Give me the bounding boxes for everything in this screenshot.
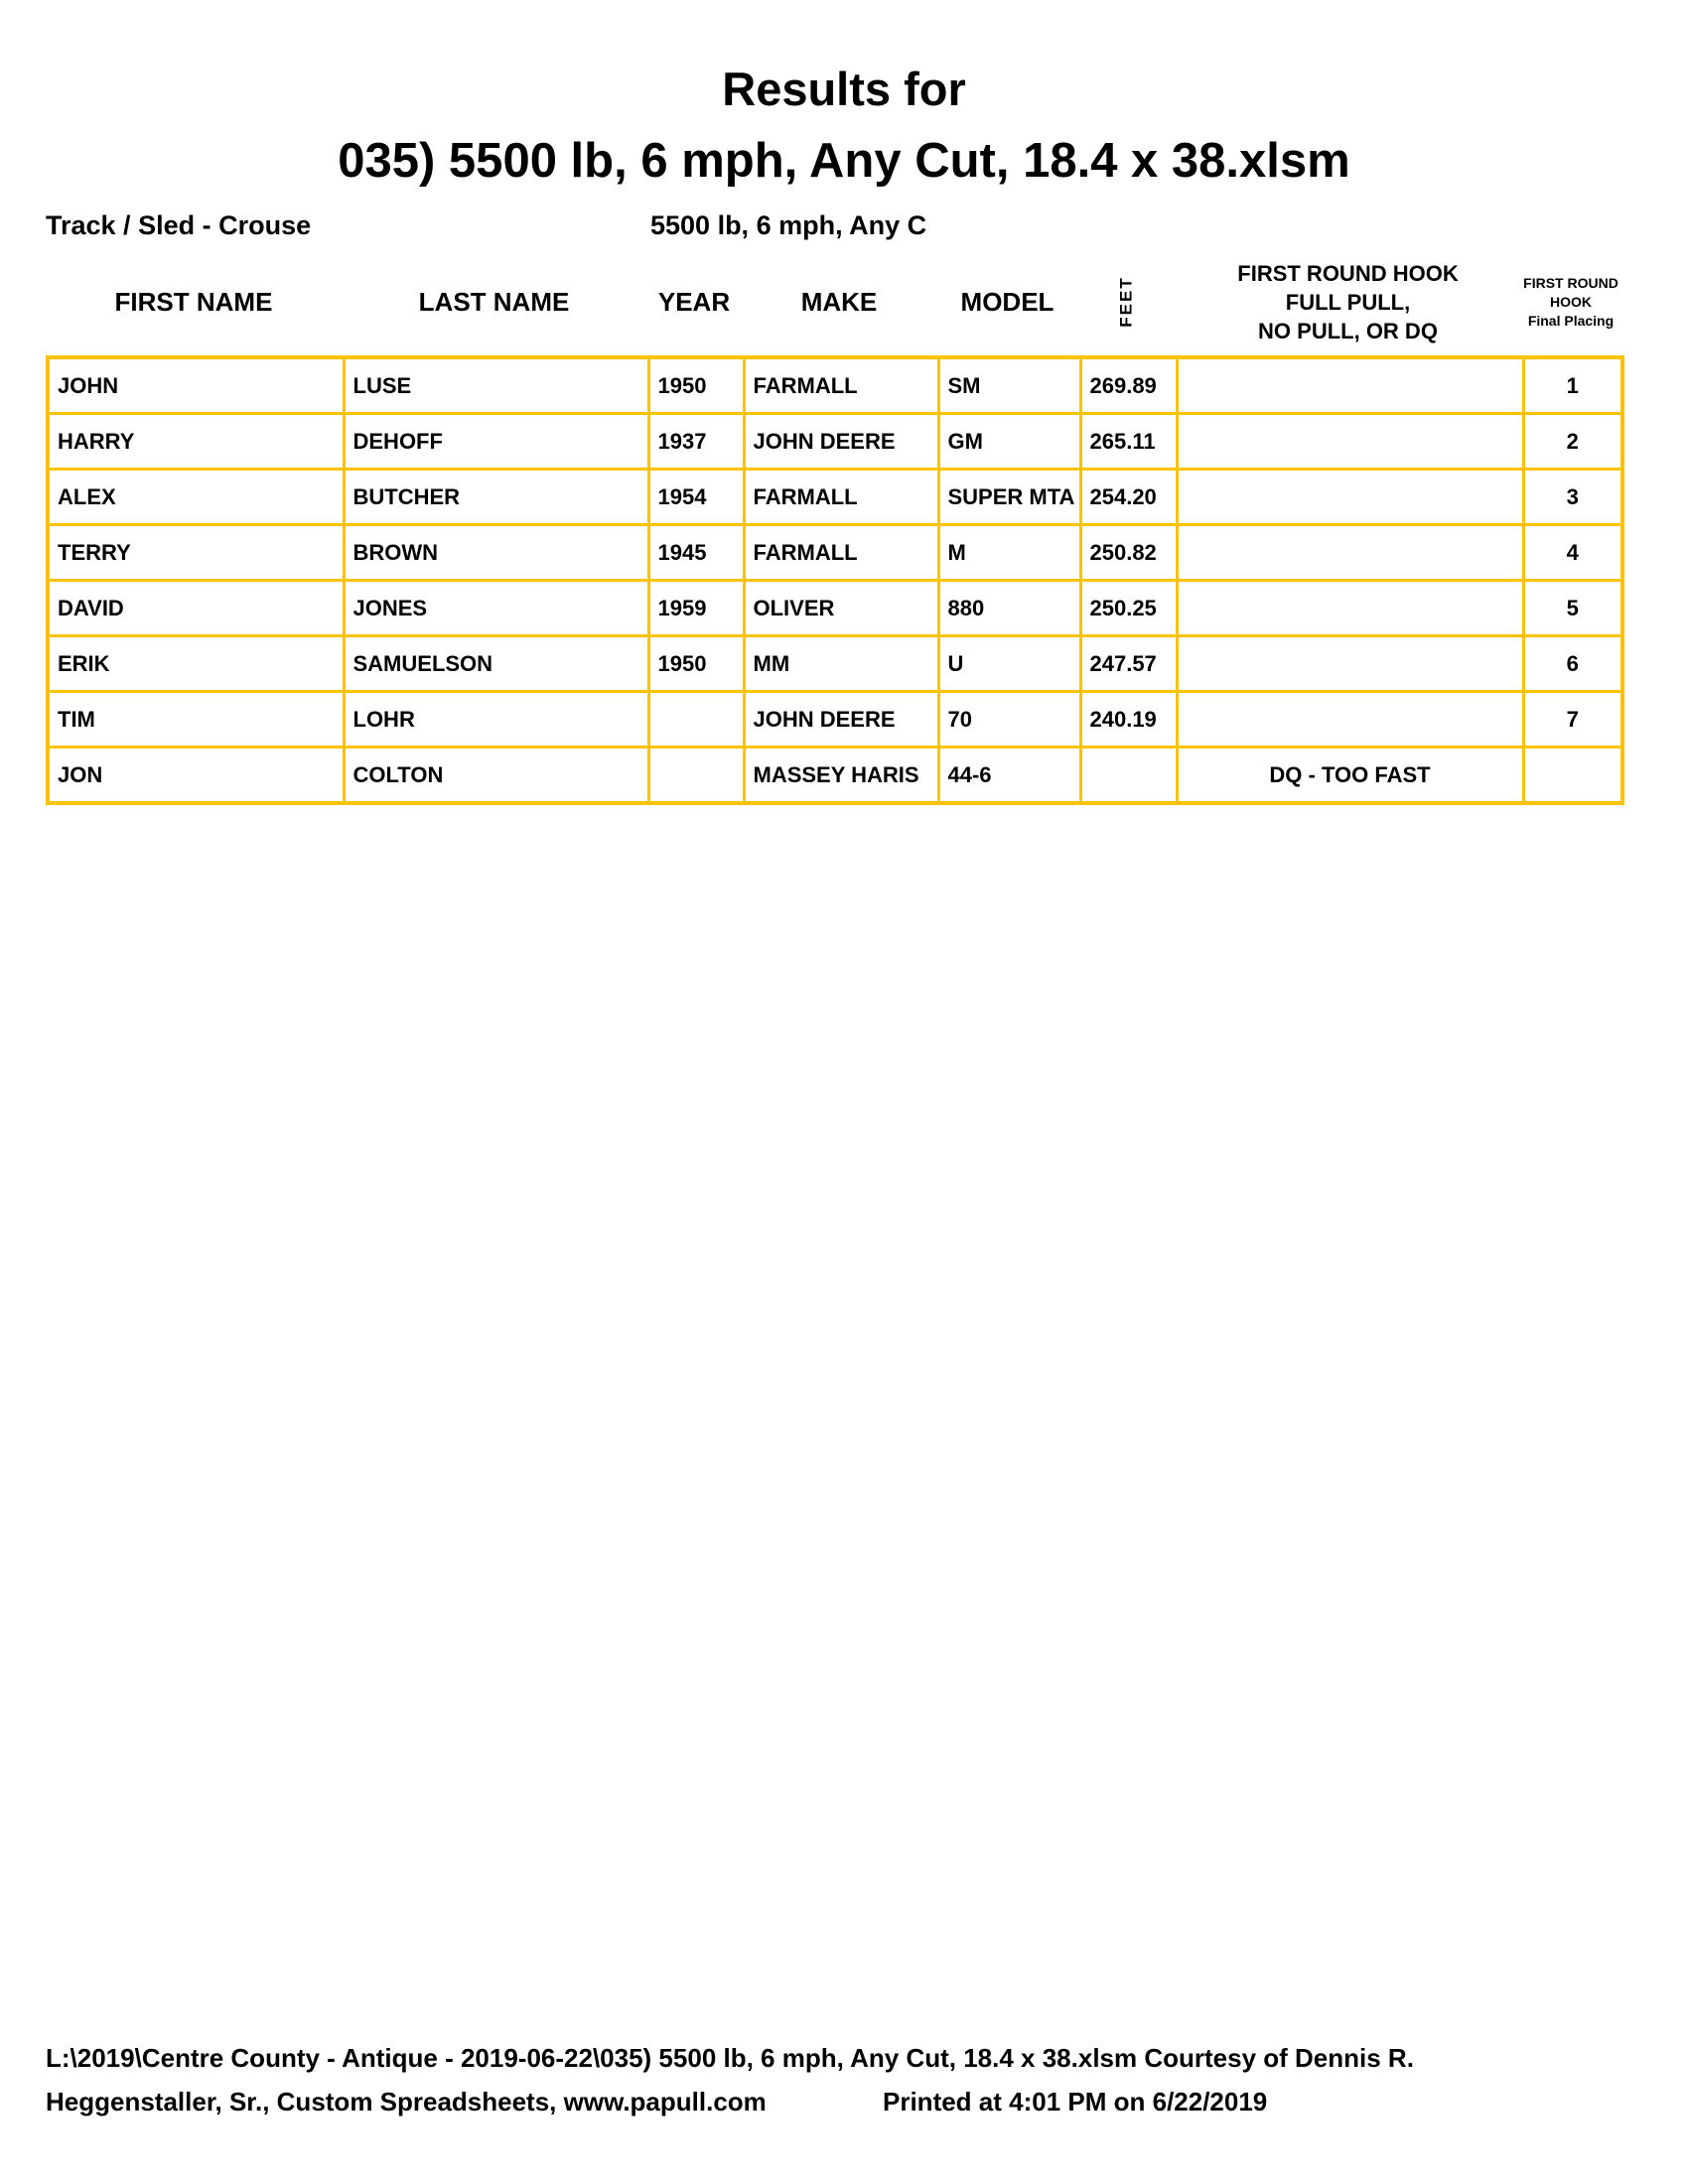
table-row xyxy=(48,525,1622,581)
cell-feet xyxy=(1080,748,1177,804)
report-title: Results for xyxy=(722,63,966,115)
cell-year xyxy=(648,692,744,748)
column-header-make: MAKE xyxy=(800,286,878,317)
cell-feet: 240.19 xyxy=(1080,692,1177,748)
cell-placing: 6 xyxy=(1523,636,1622,692)
column-header-placing xyxy=(1521,250,1620,353)
cell-model: 44-6 xyxy=(938,748,1080,804)
table-row xyxy=(48,692,1622,748)
cell-feet: 247.57 xyxy=(1080,636,1177,692)
hook-header-line-1: FIRST ROUND HOOK xyxy=(1237,260,1459,286)
cell-first-name: DAVID xyxy=(48,581,344,636)
cell-last-name: BROWN xyxy=(344,525,648,581)
cell-hook xyxy=(1177,357,1523,414)
cell-model: 880 xyxy=(938,581,1080,636)
cell-feet: 269.89 xyxy=(1080,357,1177,414)
column-header-row xyxy=(46,250,1620,353)
cell-year: 1937 xyxy=(648,414,744,470)
cell-last-name: LUSE xyxy=(344,357,648,414)
cell-hook xyxy=(1177,636,1523,692)
column-header-hook xyxy=(1175,250,1521,353)
hook-header-line-2: FULL PULL, xyxy=(1285,289,1411,315)
hook-header-line-3: NO PULL, OR DQ xyxy=(1258,318,1438,343)
table-row xyxy=(48,357,1622,414)
cell-placing: 7 xyxy=(1523,692,1622,748)
cell-first-name: TIM xyxy=(48,692,344,748)
cell-hook: DQ - TOO FAST xyxy=(1177,748,1523,804)
cell-hook xyxy=(1177,414,1523,470)
cell-first-name: ERIK xyxy=(48,636,344,692)
cell-feet: 250.82 xyxy=(1080,525,1177,581)
table-row xyxy=(48,414,1622,470)
column-header-first-name: FIRST NAME xyxy=(114,286,273,317)
placing-header-line-3: Final Placing xyxy=(1527,312,1615,329)
cell-make: MM xyxy=(744,636,938,692)
cell-placing: 4 xyxy=(1523,525,1622,581)
cell-make: OLIVER xyxy=(744,581,938,636)
column-header-model: MODEL xyxy=(960,286,1055,317)
cell-hook xyxy=(1177,470,1523,525)
cell-placing: 3 xyxy=(1523,470,1622,525)
cell-placing: 2 xyxy=(1523,414,1622,470)
cell-model: SUPER MTA xyxy=(938,470,1080,525)
column-header-year: YEAR xyxy=(657,286,731,317)
cell-make: JOHN DEERE xyxy=(744,692,938,748)
cell-placing: 5 xyxy=(1523,581,1622,636)
cell-make: FARMALL xyxy=(744,525,938,581)
results-table xyxy=(46,355,1624,805)
cell-year: 1945 xyxy=(648,525,744,581)
cell-make: FARMALL xyxy=(744,470,938,525)
cell-feet: 250.25 xyxy=(1080,581,1177,636)
cell-first-name: JON xyxy=(48,748,344,804)
table-row xyxy=(48,636,1622,692)
cell-hook xyxy=(1177,525,1523,581)
cell-model: M xyxy=(938,525,1080,581)
column-header-feet xyxy=(1078,250,1175,353)
cell-last-name: LOHR xyxy=(344,692,648,748)
report-filename-title: 035) 5500 lb, 6 mph, Any Cut, 18.4 x 38.xlsm xyxy=(338,134,1350,188)
cell-last-name: DEHOFF xyxy=(344,414,648,470)
feet-vertical-label: FEET xyxy=(1116,276,1136,328)
cell-year: 1959 xyxy=(648,581,744,636)
footer-printed-timestamp: Printed at 4:01 PM on 6/22/2019 xyxy=(883,2087,1268,2116)
cell-last-name: SAMUELSON xyxy=(344,636,648,692)
cell-model: SM xyxy=(938,357,1080,414)
cell-model: GM xyxy=(938,414,1080,470)
placing-header-line-2: HOOK xyxy=(1549,293,1592,310)
cell-first-name: ALEX xyxy=(48,470,344,525)
cell-placing: 1 xyxy=(1523,357,1622,414)
footer-credit: Heggenstaller, Sr., Custom Spreadsheets, www.papull.com xyxy=(46,2087,767,2116)
cell-model: U xyxy=(938,636,1080,692)
cell-model: 70 xyxy=(938,692,1080,748)
cell-last-name: COLTON xyxy=(344,748,648,804)
cell-first-name: JOHN xyxy=(48,357,344,414)
cell-hook xyxy=(1177,692,1523,748)
cell-year: 1950 xyxy=(648,636,744,692)
cell-first-name: TERRY xyxy=(48,525,344,581)
cell-year xyxy=(648,748,744,804)
column-header-last-name: LAST NAME xyxy=(418,286,570,317)
cell-make: JOHN DEERE xyxy=(744,414,938,470)
cell-make: FARMALL xyxy=(744,357,938,414)
class-label: 5500 lb, 6 mph, Any C xyxy=(650,210,927,240)
cell-hook xyxy=(1177,581,1523,636)
table-row xyxy=(48,748,1622,804)
cell-feet: 265.11 xyxy=(1080,414,1177,470)
track-sled-label: Track / Sled - Crouse xyxy=(46,210,312,240)
cell-last-name: BUTCHER xyxy=(344,470,648,525)
cell-first-name: HARRY xyxy=(48,414,344,470)
cell-year: 1950 xyxy=(648,357,744,414)
cell-last-name: JONES xyxy=(344,581,648,636)
footer-file-path: L:\2019\Centre County - Antique - 2019-06-22\035) 5500 lb, 6 mph, Any Cut, 18.4 x 38.xlsm Courtesy of Dennis R. xyxy=(46,2043,1414,2073)
cell-placing xyxy=(1523,748,1622,804)
cell-make: MASSEY HARIS xyxy=(744,748,938,804)
cell-feet: 254.20 xyxy=(1080,470,1177,525)
placing-header-line-1: FIRST ROUND xyxy=(1523,274,1618,291)
table-row xyxy=(48,470,1622,525)
table-row xyxy=(48,581,1622,636)
cell-year: 1954 xyxy=(648,470,744,525)
